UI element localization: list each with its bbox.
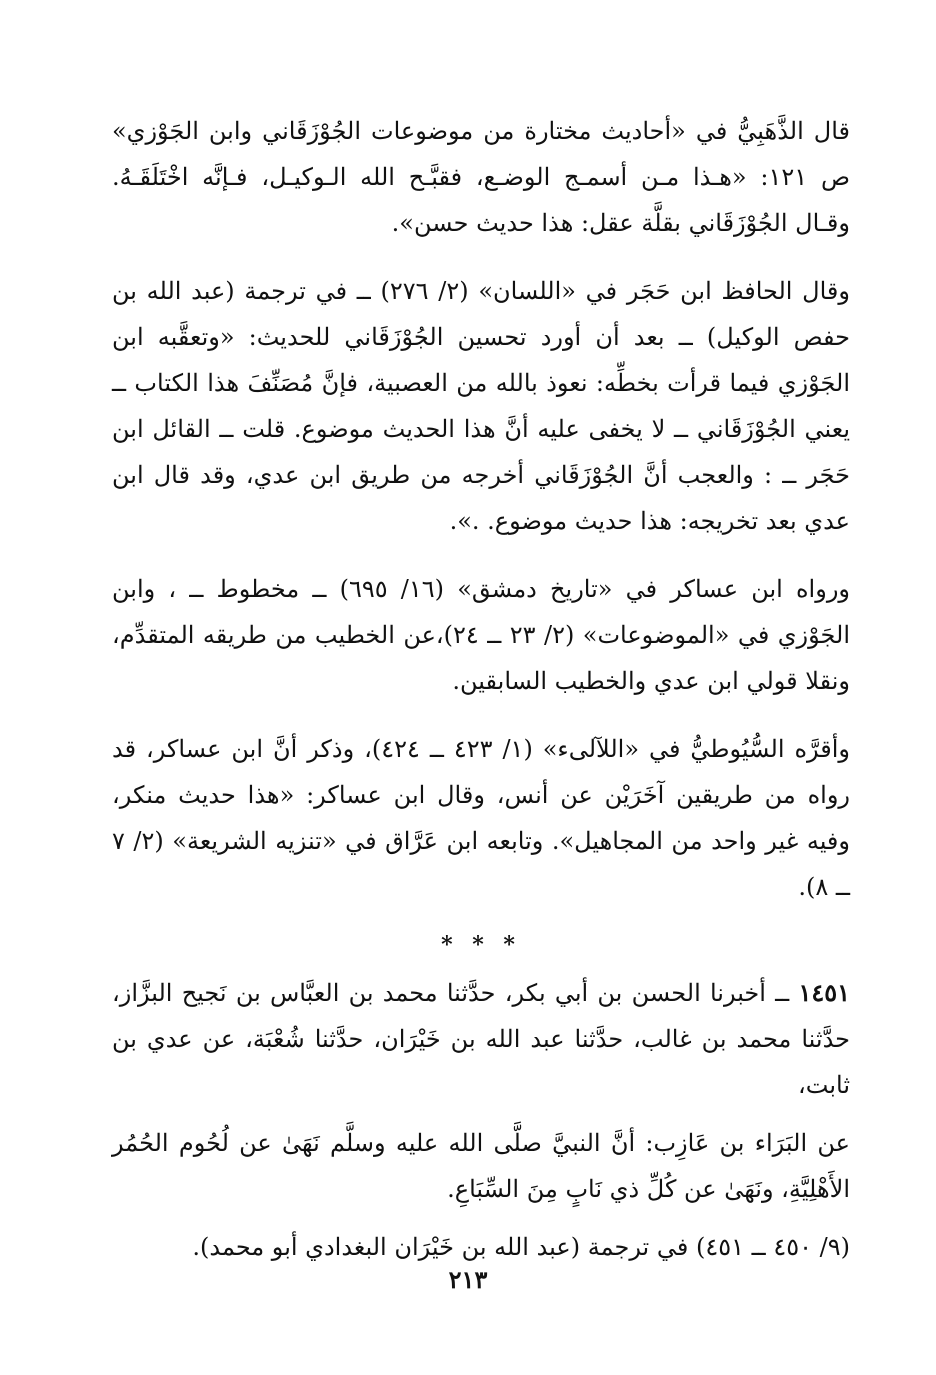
section-separator: * * * [441, 932, 521, 958]
paragraph-dhahabi: قال الذَّهَبِيُّ في «أحاديث مختارة من موضوعات الجُوْزَقَاني وابن الجَوْزي» ص ١٢١: «هـذا مـن أسمـج الوضـع، فقبَّـح الله الـوكيـل، فـإنَّه اخْتَلَقَـهُ. وقـال الجُوْزَقَاني بقلَّة عقل: هذا حديث حسن». [112, 117, 850, 237]
page-body [112, 108, 850, 1292]
page-number: ٢١٣ [448, 1265, 488, 1294]
paragraph-ibn-hajar: وقال الحافظ ابن حَجَر في «اللسان» (٢/ ٢٧٦) ــ في ترجمة (عبد الله بن حفص الوكيل) ــ بعد أن أورد تحسين الجُوْزَقَاني للحديث: «وتعقَّبه ابن الجَوْزي فيما قرأت بخطِّه: نعوذ بالله من العصبية، فإنَّ مُصَنِّفَ هذا الكتاب ــ يعني الجُوْزَقَاني ــ لا يخفى عليه أنَّ هذا الحديث موضوع. قلت ــ القائل ابن حَجَر ــ : والعجب أنَّ الجُوْزَقَاني أخرجه من طريق ابن عدي، وقد قال ابن عدي بعد تخريجه: هذا حديث موضوع. .». [112, 277, 851, 535]
hadith-number: ١٤٥١ [798, 978, 851, 1007]
hadith-matn: عن البَرَاء بن عَازِب: أنَّ النبيَّ صلَّى الله عليه وسلَّم نَهَىٰ عن لُحُوم الحُمُر الأَهْلِيَّةِ، ونَهَىٰ عن كُلِّ ذي نَابٍ مِنَ السِّبَاعِ. [112, 1129, 850, 1203]
paragraph-suyuti: وأقرَّه السُّيُوطيُّ في «اللآلىء» (١/ ٤٢٣ ــ ٤٢٤)، وذكر أنَّ ابن عساكر، قد رواه من طريقين آخَرَيْن عن أنس، وقال ابن عساكر: «هذا حديث منكر، وفيه غير واحد من المجاهيل». وتابعه ابن عَرَّاق في «تنزيه الشريعة» (٢/ ٧ ــ ٨). [112, 735, 851, 901]
hadith-isnad [112, 970, 850, 1108]
hadith-reference: (٩/ ٤٥٠ ــ ٤٥١) في ترجمة (عبد الله بن خَيْرَان البغدادي أبو محمد). [192, 1233, 850, 1261]
paragraph-ibn-asakir: ورواه ابن عساكر في «تاريخ دمشق» (١٦/ ٦٩٥) ــ مخطوط ــ ، وابن الجَوْزي في «الموضوعات» (٢/ ٢٣ ــ ٢٤)،عن الخطيب من طريقه المتقدِّم، ونقلا قولي ابن عدي والخطيب السابقين. [112, 575, 850, 695]
hadith-isnad-text: ــ أخبرنا الحسن بن أبي بكر، حدَّثنا محمد بن العبَّاس بن نَجيح البزَّاز، حدَّثنا محمد بن غالب، حدَّثنا عبد الله بن خَيْرَان، حدَّثنا شُعْبَة، عن عدي بن ثابت، [112, 979, 850, 1099]
